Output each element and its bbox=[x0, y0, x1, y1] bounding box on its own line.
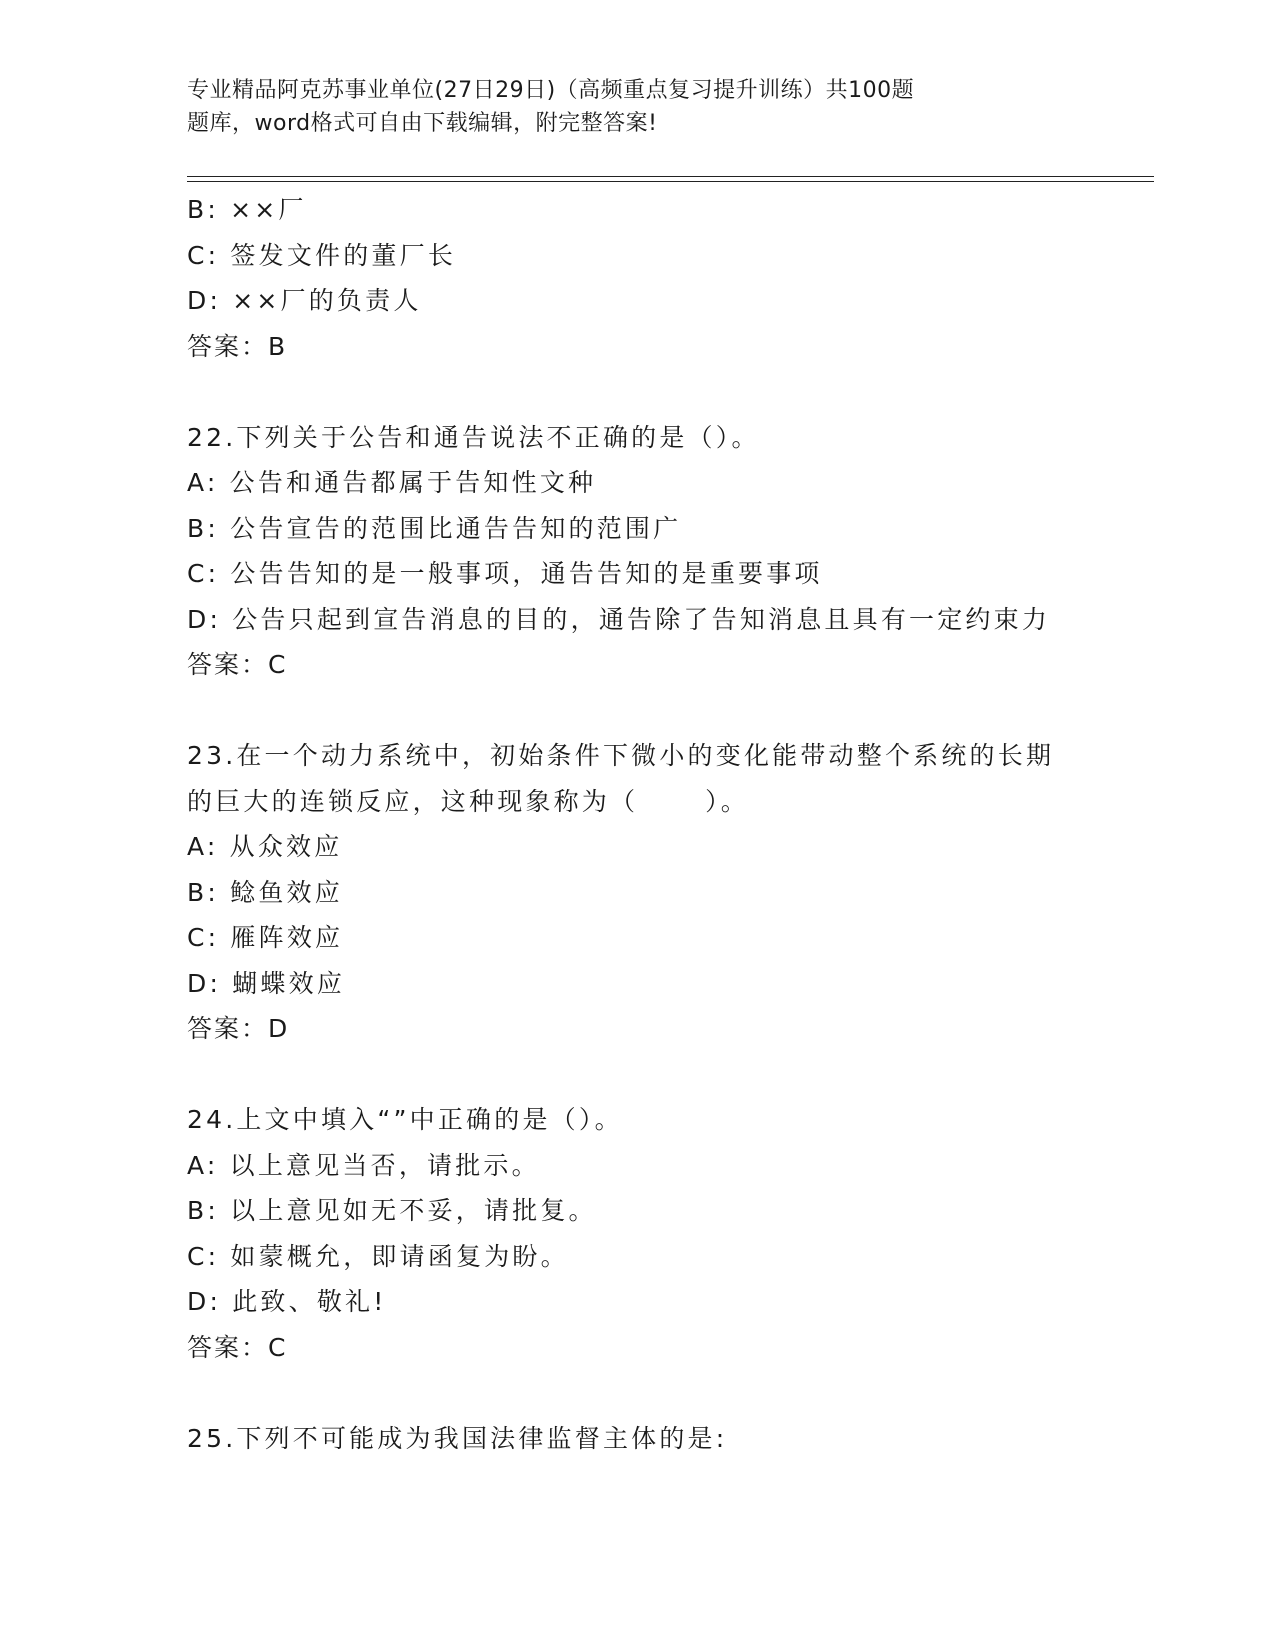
question-25 bbox=[187, 1416, 1187, 1462]
option-c: C: 签发文件的董厂长 bbox=[187, 240, 457, 270]
header-divider-top bbox=[187, 176, 1154, 177]
question-22 bbox=[187, 415, 1187, 688]
option-a: A: 公告和通告都属于告知性文种 bbox=[187, 468, 597, 497]
question-list bbox=[187, 187, 1187, 1461]
header-divider-bottom bbox=[187, 181, 1154, 182]
spacer bbox=[187, 1370, 1187, 1416]
option-c: C: 公告告知的是一般事项，通告告知的是重要事项 bbox=[187, 559, 823, 588]
option-b: B: 公告宣告的范围比通告告知的范围广 bbox=[187, 513, 682, 543]
header-title-line-1: 专业精品阿克苏事业单位(27日29日)（高频重点复习提升训练）共100题 bbox=[187, 78, 915, 103]
question-stem: 24.上文中填入“”中正确的是（）。 bbox=[187, 1105, 623, 1134]
question-stem: 25.下列不可能成为我国法律监督主体的是: bbox=[187, 1423, 728, 1453]
question-stem-line-1: 23.在一个动力系统中，初始条件下微小的变化能带动整个系统的长期 bbox=[187, 741, 1055, 770]
answer-line: 答案：D bbox=[187, 1014, 290, 1043]
spacer bbox=[187, 1052, 1187, 1098]
option-c: C: 雁阵效应 bbox=[187, 923, 344, 952]
spacer bbox=[187, 688, 1187, 734]
answer-line: 答案：C bbox=[187, 650, 288, 679]
option-c: C: 如蒙概允，即请函复为盼。 bbox=[187, 1241, 569, 1271]
option-a: A: 从众效应 bbox=[187, 832, 343, 861]
header-title-line-2: 题库，word格式可自由下载编辑，附完整答案! bbox=[187, 111, 658, 136]
spacer bbox=[187, 369, 1187, 415]
document-header bbox=[187, 74, 1067, 140]
option-d: D: 此致、敬礼! bbox=[187, 1287, 387, 1316]
question-21-tail bbox=[187, 187, 1187, 369]
option-a: A: 以上意见当否，请批示。 bbox=[187, 1150, 540, 1180]
question-23 bbox=[187, 733, 1187, 1052]
answer-line: 答案：C bbox=[187, 1332, 288, 1362]
question-stem-line-2: 的巨大的连锁反应，这种现象称为（ ）。 bbox=[187, 786, 749, 816]
question-24 bbox=[187, 1097, 1187, 1370]
option-b: B: 鲶鱼效应 bbox=[187, 877, 343, 907]
option-b: B: 以上意见如无不妥，请批复。 bbox=[187, 1196, 597, 1225]
option-b: B: ××厂 bbox=[187, 195, 307, 224]
option-d: D: ××厂的负责人 bbox=[187, 286, 422, 315]
option-d: D: 公告只起到宣告消息的目的，通告除了告知消息且具有一定约束力 bbox=[187, 604, 1051, 634]
answer-line: 答案：B bbox=[187, 331, 288, 361]
question-stem: 22.下列关于公告和通告说法不正确的是（）。 bbox=[187, 422, 760, 452]
option-d: D: 蝴蝶效应 bbox=[187, 968, 346, 998]
